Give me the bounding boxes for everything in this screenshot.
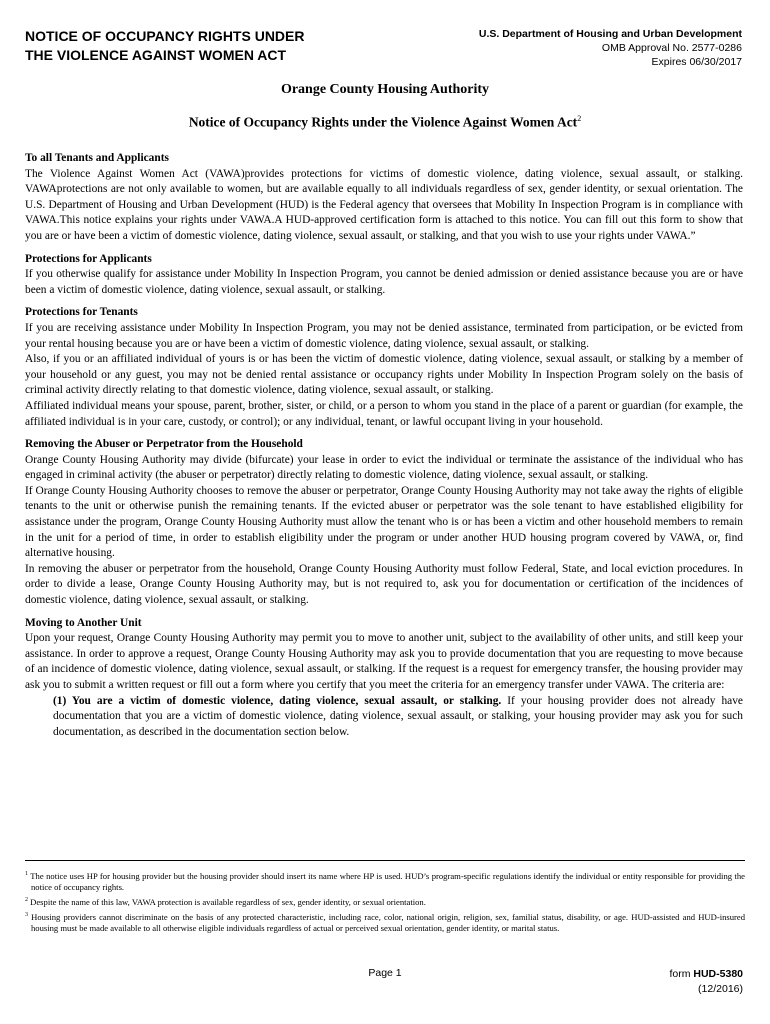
section-heading: To all Tenants and Applicants xyxy=(25,152,169,164)
footnote-number: 1 xyxy=(25,871,28,877)
section-paragraph: In removing the abuser or perpetrator from the household, Orange County Housing Authority must follow Federal, State, and local eviction procedures. In order to divide a lease, Orange County Housing Authority may, but is not required to, ask you for documentation or certification of the incidences of domestic violence, dating violence, sexual assault, or stalking. xyxy=(25,562,743,607)
expiration-date: Expires 06/30/2017 xyxy=(651,56,742,68)
criterion-1-text: If your housing provider does not already have documentation that you are a victim of domestic violence, dating violence, sexual assault, or stalking, your housing provider may ask you for such documentation, as described in the documentation section below. xyxy=(53,694,743,738)
criterion-1 xyxy=(25,694,743,741)
footnote-number: 3 xyxy=(25,911,28,918)
footnote-text: Housing providers cannot discriminate on the basis of any protected characteristic, including race, color, national origin, religion, sex, familial status, disability, or age. HUD-assisted and HUD-insured housing must be made available to all otherwise eligible individuals regardless of actual or perceived sexual orientation, gender identity, or marital status. xyxy=(31,911,745,933)
section-removing-abuser xyxy=(25,437,743,609)
form-number: HUD-5380 xyxy=(693,968,743,980)
section-paragraph: If you otherwise qualify for assistance under Mobility In Inspection Program, you cannot be denied admission or denied assistance because you are or have been a victim of domestic violence, dating violence, sexual assault, or stalking. xyxy=(25,268,743,296)
subtitle-footnote-ref: 2 xyxy=(577,114,582,123)
section-applicants xyxy=(25,252,743,299)
section-paragraph: Upon your request, Orange County Housing Authority may permit you to move to another unit, subject to the availability of other units, and still keep your assistance. In order to approve a request, Orange County Housing Authority may ask you to provide documentation that you are requesting to move because of an incidence of domestic violence, dating violence, sexual assault, or stalking. If the request is a request for emergency transfer, the housing provider may ask you to submit a written request or fill out a form where you certify that you meet the criteria for an emergency transfer under VAWA. The criteria are: xyxy=(25,632,743,691)
section-heading: Protections for Applicants xyxy=(25,252,152,265)
form-date: (12/2016) xyxy=(698,983,743,995)
section-moving xyxy=(25,616,743,741)
subtitle-text: Notice of Occupancy Rights under the Violence Against Women Act xyxy=(188,114,578,130)
section-heading: Removing the Abuser or Perpetrator from the Household xyxy=(25,438,303,451)
section-heading: Moving to Another Unit xyxy=(25,616,142,629)
notice-subtitle xyxy=(0,114,770,131)
footnote-text: The notice uses HP for housing provider but the housing provider should insert its name where HP is used. HUD’s program-specific regulations identify the individual or entity responsible for providing the notice of occupancy rights. xyxy=(30,870,745,893)
agency-block xyxy=(412,27,742,69)
title-line-1: NOTICE OF OCCUPANCY RIGHTS UNDER xyxy=(25,28,305,44)
section-tenants xyxy=(25,305,743,430)
footnote xyxy=(25,910,745,935)
page-number: Page 1 xyxy=(368,967,402,979)
criterion-1-label: (1) You are a victim of domestic violence, dating violence, sexual assault, or stalking. xyxy=(53,694,502,707)
section-paragraph: The Violence Against Women Act (VAWA)provides protections for victims of domestic violence, dating violence, sexual assault, or stalking. VAWAprotections are not only available to women, but are available equally to all individuals regardless of sex, gender identity, or sexual orientation. The U.S. Department of Housing and Urban Development (HUD) is the Federal agency that oversees that Mobility In Inspection Program is in compliance with VAWA.This notice explains your rights under VAWA.A HUD-approved certification form is attached to this notice. You can fill out this form to show that you are or have been a victim of domestic violence, dating violence, sexual assault, or stalking, and that you wish to use your rights under VAWA.” xyxy=(25,167,743,242)
organization-name: Orange County Housing Authority xyxy=(280,82,490,97)
form-prefix: form xyxy=(669,968,694,980)
document-body xyxy=(25,151,743,747)
footnote xyxy=(25,869,745,894)
footnote-number: 2 xyxy=(25,897,28,904)
section-paragraph: Also, if you or an affiliated individual of yours is or has been the victim of domestic violence, dating violence, sexual assault, or stalking by a member of your household or any guest, you may not be denied rental assistance or occupancy rights under Mobility In Inspection Program solely on the basis of criminal activity directly relating to that domestic violence, dating violence, sexual assault, or stalking. xyxy=(25,353,743,397)
agency-name: U.S. Department of Housing and Urban Development xyxy=(478,28,742,40)
title-line-2: THE VIOLENCE AGAINST WOMEN ACT xyxy=(25,47,287,63)
footnotes xyxy=(25,860,745,936)
section-paragraph: If Orange County Housing Authority chooses to remove the abuser or perpetrator, Orange County Housing Authority may not take away the rights of eligible tenants to the unit or otherwise punish the remaining tenants. If the evicted abuser or perpetrator was the sole tenant to have established eligibility for assistance under the program, Orange County Housing Authority must allow the tenant who is or has been a victim and other household members to remain in the unit for a period of time, in order to establish eligibility under the program or under another HUD housing program covered by VAWA, or, find alternative housing. xyxy=(25,484,743,560)
document-title xyxy=(25,27,355,65)
section-tenants-applicants xyxy=(25,151,743,245)
section-paragraph: Affiliated individual means your spouse, parent, brother, sister, or child, or a person to whom you stand in the place of a parent or guardian (for example, the affiliated individual is in your care, custody, or control); or any individual, tenant, or lawful occupant living in your household. xyxy=(25,399,743,428)
section-paragraph: If you are receiving assistance under Mobility In Inspection Program, you may not be denied assistance, terminated from participation, or be evicted from your rental housing because you are or have been a victim of domestic violence, dating violence, sexual assault, or stalking. xyxy=(25,321,743,350)
form-number-line xyxy=(669,967,743,982)
section-heading: Protections for Tenants xyxy=(25,306,138,319)
footnote-text: Despite the name of this law, VAWA protection is available regardless of sex, gender identity, or sexual orientation. xyxy=(30,896,426,907)
form-identifier xyxy=(669,967,743,997)
footnote xyxy=(25,895,745,908)
omb-approval: OMB Approval No. 2577-0286 xyxy=(601,42,742,54)
section-paragraph: Orange County Housing Authority may divide (bifurcate) your lease in order to evict the individual or terminate the assistance of the individual who has engaged in criminal activity (the abuser or perpetrator) directly relating to domestic violence, dating violence, sexual assault, or stalking. xyxy=(25,453,743,482)
